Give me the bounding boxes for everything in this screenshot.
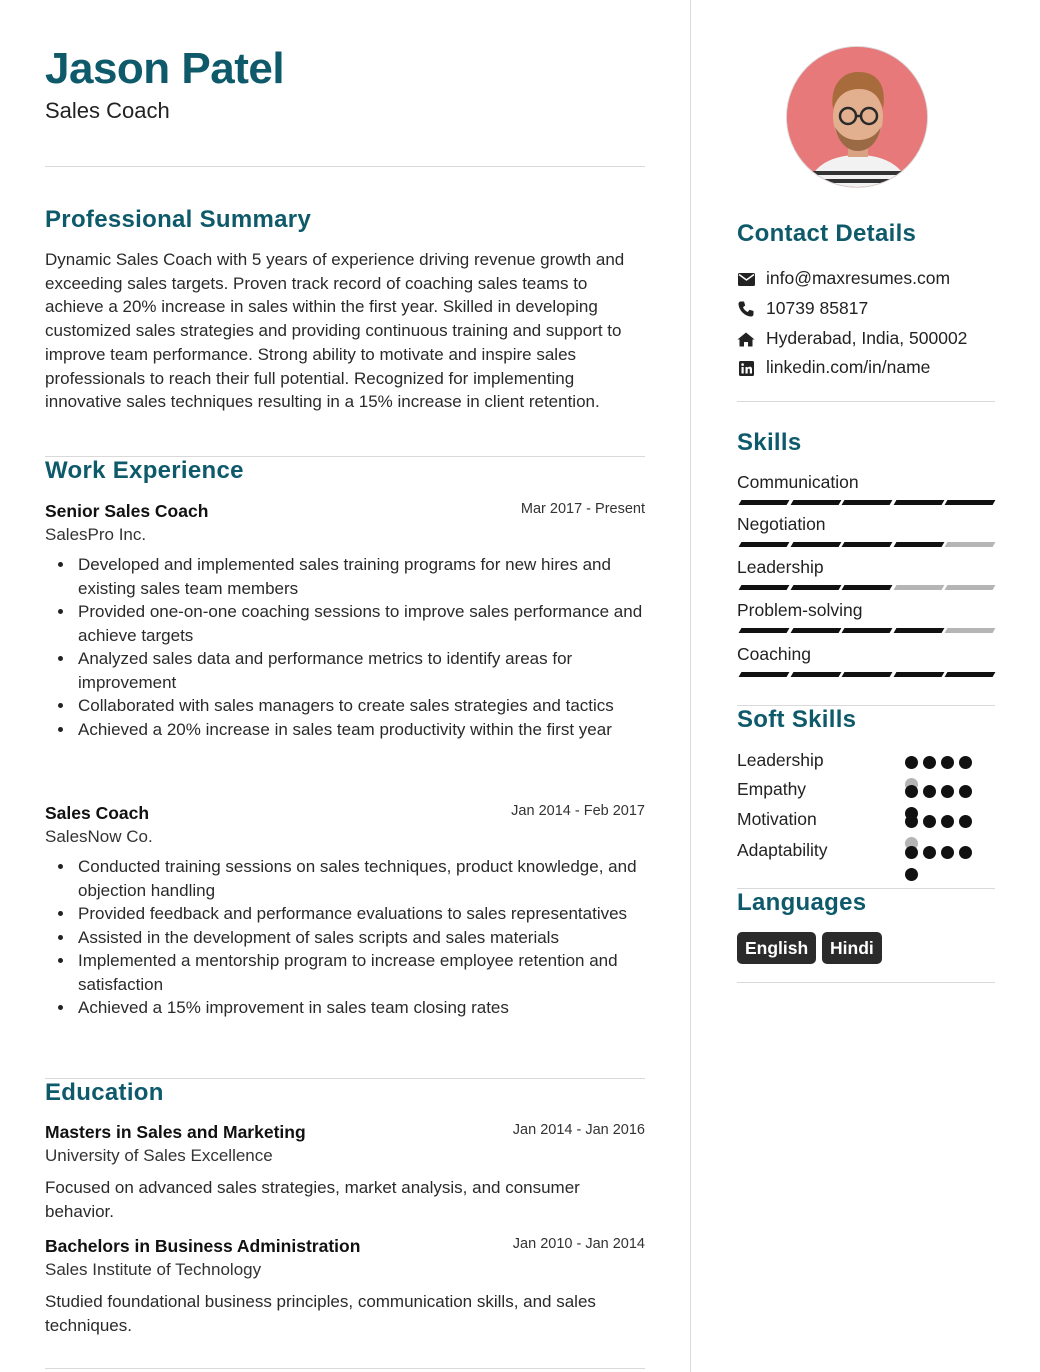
skill-name: Problem-solving [737,600,863,620]
job-bullet: Achieved a 20% increase in sales team productivity within the first year [45,718,645,742]
soft-skill-level-dots [905,815,995,829]
candidate-name: Jason Patel [45,44,285,93]
skill-level-bar [737,672,993,677]
job-bullet: Implemented a mentorship program to increase employee retention and satisfaction [45,949,645,996]
soft-skill-name: Adaptability [737,840,828,860]
soft-skill-name: Leadership [737,750,824,770]
skill-name: Coaching [737,644,811,664]
skill-segment-filled [790,500,841,505]
degree-title: Bachelors in Business Administration [45,1236,361,1256]
contact-heading: Contact Details [737,220,917,247]
skill-segment-filled [842,672,893,677]
soft-skill-dot-filled [941,846,954,859]
skill-level-bar [737,628,993,633]
soft-skill-dot-filled [923,756,936,769]
skill-segment-filled [893,628,944,633]
job-title: Sales Coach [45,803,150,823]
soft-skill-dot-filled [941,756,954,769]
skill-level-bar [737,500,993,505]
skill-segment-filled [893,672,944,677]
soft-skill-dot-filled [923,815,936,828]
job-company: SalesNow Co. [45,827,153,846]
job-bullets [45,855,645,1020]
skill-segment-filled [739,500,790,505]
skill-segment-filled [842,628,893,633]
language-tags [737,932,995,964]
school-name: Sales Institute of Technology [45,1260,262,1279]
skill-segment-filled [842,585,893,590]
summary-text: Dynamic Sales Coach with 5 years of experience driving revenue growth and exceeding sales targets. Proven track record of coaching sales teams to achieve a 20% increase in sales within the first year. Skilled in developing customized sales strategies and providing continuous training and support to improve team performance. Strong ability to motivate and inspire sales professionals to reach their full potential. Recognized for implementing innovative sales techniques resulting in a 15% increase in client retention. [45,250,625,412]
skill-segment-filled [893,500,944,505]
soft-skill-dot-filled [959,815,972,828]
skill-segment-filled [790,542,841,547]
education-date: Jan 2014 - Jan 2016 [512,1122,645,1138]
language-tag: English [737,932,816,964]
skill-segment-filled [842,542,893,547]
education-description: Focused on advanced sales strategies, market analysis, and consumer behavior. [45,1178,580,1221]
soft-skills-heading: Soft Skills [737,706,857,733]
education-divider [45,1368,645,1369]
skill-level-bar [737,585,993,590]
job-bullet: Provided feedback and performance evaluations to sales representatives [45,902,645,926]
contact-divider [737,401,995,402]
summary-heading: Professional Summary [45,206,312,233]
soft-skill-dot-filled [923,846,936,859]
soft-skill-level-dots [905,785,995,799]
skill-segment-filled [790,672,841,677]
column-divider [690,0,691,1372]
skill-segment-empty [945,628,996,633]
languages-heading: Languages [737,889,867,916]
education-date: Jan 2010 - Jan 2014 [512,1236,645,1252]
skill-segment-empty [945,585,996,590]
soft-skill-dot-filled [905,868,918,881]
languages-divider [737,982,995,983]
job-title: Senior Sales Coach [45,501,209,521]
skills-heading: Skills [737,429,802,456]
soft-skill-dot-filled [941,785,954,798]
skill-segment-filled [790,628,841,633]
skill-name: Communication [737,472,859,492]
skill-segment-filled [893,542,944,547]
soft-skill-dot-filled [941,815,954,828]
envelope-icon [737,270,755,288]
soft-skill-dot-filled [959,756,972,769]
soft-skill-dot-filled [905,756,918,769]
skill-segment-empty [893,585,944,590]
soft-skill-dot-filled [959,846,972,859]
skill-segment-filled [842,500,893,505]
soft-skill-dot-filled [905,846,918,859]
job-bullet: Developed and implemented sales training programs for new hires and existing sales team members [45,553,645,600]
person-portrait-icon [787,47,928,188]
contact-phone[interactable] [737,297,995,321]
skill-name: Leadership [737,557,824,577]
skill-level-bar [737,542,993,547]
job-bullet: Assisted in the development of sales scripts and sales materials [45,926,645,950]
home-icon [737,330,755,348]
skill-segment-filled [945,672,996,677]
job-date: Jan 2014 - Feb 2017 [511,803,645,819]
skill-segment-filled [790,585,841,590]
profile-photo [786,46,928,188]
experience-heading: Work Experience [45,457,244,484]
header-divider [45,166,645,167]
job-bullet: Conducted training sessions on sales techniques, product knowledge, and objection handling [45,855,645,902]
job-bullet: Provided one-on-one coaching sessions to improve sales performance and achieve targets [45,600,645,647]
contact-linkedin[interactable] [737,356,995,380]
education-heading: Education [45,1079,164,1106]
job-bullets [45,553,645,741]
candidate-title: Sales Coach [45,98,170,123]
language-tag: Hindi [822,932,882,964]
job-company: SalesPro Inc. [45,525,147,544]
skill-segment-filled [739,672,790,677]
soft-skill-dot-filled [905,815,918,828]
contact-phone-text: 10739 85817 [766,298,869,318]
school-name: University of Sales Excellence [45,1146,273,1165]
job-bullet: Collaborated with sales managers to create sales strategies and tactics [45,694,645,718]
skill-segment-empty [945,542,996,547]
contact-email-text: info@maxresumes.com [766,268,951,288]
soft-skill-dot-filled [905,785,918,798]
skill-segment-filled [739,542,790,547]
soft-skill-dot-filled [959,785,972,798]
linkedin-icon [737,359,755,377]
soft-skill-name: Empathy [737,779,807,799]
job-bullet: Achieved a 15% improvement in sales team closing rates [45,996,645,1020]
phone-icon [737,300,755,318]
skill-segment-filled [739,585,790,590]
job-bullet: Analyzed sales data and performance metrics to identify areas for improvement [45,647,645,694]
skill-name: Negotiation [737,514,826,534]
soft-skill-level-dots [905,846,995,860]
skill-segment-filled [739,628,790,633]
soft-skill-name: Motivation [737,809,817,829]
education-description: Studied foundational business principles, communication skills, and sales techniques. [45,1292,596,1335]
contact-address-text: Hyderabad, India, 500002 [766,328,968,348]
job-date: Mar 2017 - Present [520,501,645,517]
contact-linkedin-text: linkedin.com/in/name [766,357,931,377]
skill-segment-filled [945,500,996,505]
contact-email[interactable] [737,267,995,291]
contact-address [737,327,995,351]
degree-title: Masters in Sales and Marketing [45,1122,306,1142]
soft-skill-dot-filled [923,785,936,798]
soft-skill-level-dots [905,756,995,770]
